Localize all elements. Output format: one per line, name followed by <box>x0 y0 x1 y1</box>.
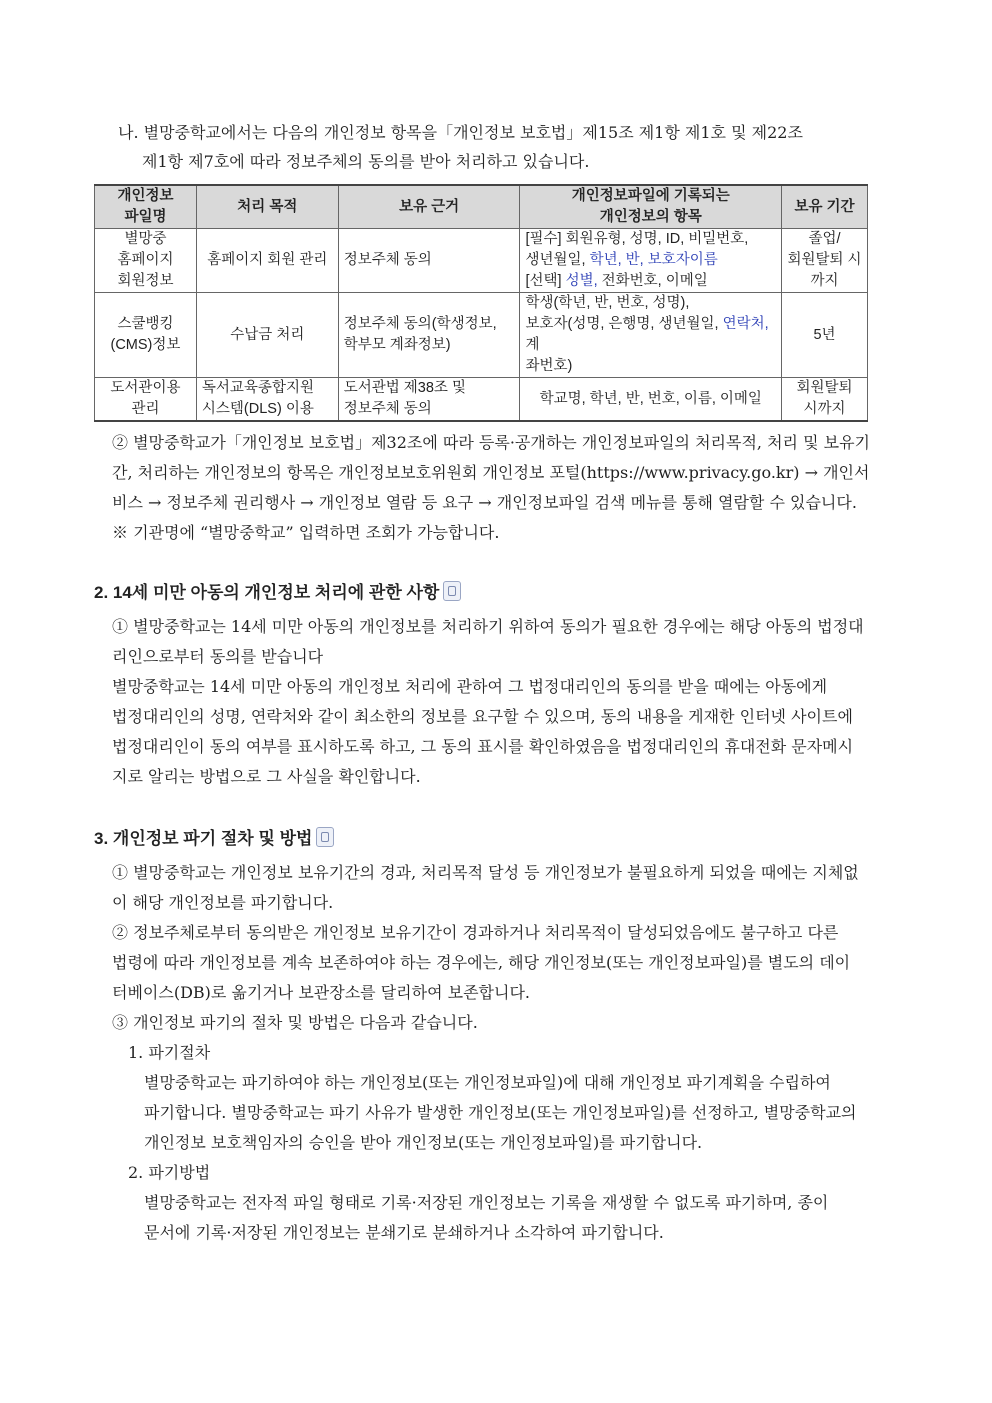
row-basis: 도서관법 제38조 및 정보주체 동의 <box>338 378 520 422</box>
body-line: 파기합니다. 별망중학교는 파기 사유가 발생한 개인정보(또는 개인정보파일)를 선정하고, 별망중학교의 <box>144 1103 857 1122</box>
row-basis: 정보주체 동의(학생정보, 학부모 계좌정보) <box>338 293 520 378</box>
body-line: 지로 알리는 방법으로 그 사실을 확인합니다. <box>112 767 421 786</box>
subheading: 2. 파기방법 <box>128 1163 211 1182</box>
section-3-heading <box>94 824 334 849</box>
items-text: [선택] <box>525 273 566 289</box>
row-items <box>520 229 782 293</box>
row-file-name: 도서관이용 관리 <box>95 378 197 422</box>
row-file-name: 스쿨뱅킹 (CMS)정보 <box>95 293 197 378</box>
table-row <box>95 293 868 378</box>
header-items: 개인정보파일에 기록되는 개인정보의 항목 <box>520 185 782 229</box>
row-period: 졸업/ 회원탈퇴 시 까지 <box>782 229 868 293</box>
section-title: 3. 개인정보 파기 절차 및 방법 <box>94 829 313 848</box>
intro-line-2: 제1항 제7호에 따라 정보주체의 동의를 받아 처리하고 있습니다. <box>142 152 590 171</box>
row-file-name: 별망중 홈페이지 회원정보 <box>95 229 197 293</box>
row-items: 학교명, 학년, 반, 번호, 이름, 이메일 <box>520 378 782 422</box>
body-line: ① 별망중학교는 개인정보 보유기간의 경과, 처리목적 달성 등 개인정보가 불필요하게 되었을 때에는 지체없 <box>112 863 859 882</box>
body-line: 별망중학교는 14세 미만 아동의 개인정보 처리에 관하여 그 법정대리인의 동의를 받을 때에는 아동에게 <box>112 677 828 696</box>
row-purpose: 홈페이지 회원 관리 <box>196 229 338 293</box>
section-2-body <box>112 612 898 792</box>
body-line: 별망중학교는 전자적 파일 형태로 기록·저장된 개인정보는 기록을 재생할 수 없도록 파기하며, 종이 <box>144 1193 829 1212</box>
items-highlight: 연락처, <box>722 316 769 332</box>
items-line <box>525 271 776 292</box>
row-items <box>520 293 782 378</box>
table-header-row <box>95 185 868 229</box>
intro-paragraph <box>118 118 898 176</box>
subheading: 1. 파기절차 <box>128 1043 211 1062</box>
items-text: 계 <box>525 337 540 353</box>
body-line: 법령에 따라 개인정보를 계속 보존하여야 하는 경우에는, 해당 개인정보(또는 개인정보파일)를 별도의 데이 <box>112 953 851 972</box>
portal-note <box>112 428 898 548</box>
body-line: 법정대리인이 동의 여부를 표시하도록 하고, 그 동의 표시를 확인하였음을 법정대리인의 휴대전화 문자메시 <box>112 737 854 756</box>
section-title: 2. 14세 미만 아동의 개인정보 처리에 관한 사항 <box>94 583 440 602</box>
personal-info-table <box>94 184 868 422</box>
intro-line-1: 나. 별망중학교에서는 다음의 개인정보 항목을「개인정보 보호법」제15조 제1항 제1호 및 제22조 <box>118 123 803 142</box>
row-period: 회원탈퇴 시까지 <box>782 378 868 422</box>
header-file-name: 개인정보 파일명 <box>95 185 197 229</box>
body-line: 문서에 기록·저장된 개인정보는 분쇄기로 분쇄하거나 소각하여 파기합니다. <box>144 1223 664 1242</box>
header-purpose: 처리 목적 <box>196 185 338 229</box>
body-line: ② 정보주체로부터 동의받은 개인정보 보유기간이 경과하거나 처리목적이 달성되었음에도 불구하고 다른 <box>112 923 839 942</box>
items-line <box>525 250 776 271</box>
items-highlight: 학년, 반, 보호자이름 <box>589 252 718 268</box>
items-line: 학생(학년, 반, 번호, 성명), <box>525 295 690 311</box>
body-line: ① 별망중학교는 14세 미만 아동의 개인정보를 처리하기 위하여 동의가 필요한 경우에는 해당 아동의 법정대 <box>112 617 864 636</box>
section-2-heading <box>94 578 461 603</box>
table-row <box>95 229 868 293</box>
items-highlight: 성별, <box>565 273 598 289</box>
row-purpose: 독서교육종합지원 시스템(DLS) 이용 <box>196 378 338 422</box>
header-period: 보유 기간 <box>782 185 868 229</box>
items-line <box>525 314 776 356</box>
row-basis: 정보주체 동의 <box>338 229 520 293</box>
body-line: 법정대리인의 성명, 연락처와 같이 최소한의 정보를 요구할 수 있으며, 동의 내용을 게재한 인터넷 사이트에 <box>112 707 853 726</box>
child-icon <box>443 581 461 601</box>
note-line: 간, 처리하는 개인정보의 항목은 개인정보보호위원회 개인정보 포털(https://www.privacy.go.kr) → 개인서 <box>112 463 870 482</box>
body-line: 터베이스(DB)로 옮기거나 보관장소를 달리하여 보존합니다. <box>112 983 530 1002</box>
items-line: 좌번호) <box>525 358 573 374</box>
shield-icon <box>316 827 334 847</box>
items-text: 보호자(성명, 은행명, 생년월일, <box>525 316 723 332</box>
header-basis: 보유 근거 <box>338 185 520 229</box>
row-period: 5년 <box>782 293 868 378</box>
items-text: 생년월일, <box>525 252 590 268</box>
body-line: 리인으로부터 동의를 받습니다 <box>112 647 324 666</box>
body-line: 개인정보 보호책임자의 승인을 받아 개인정보(또는 개인정보파일)를 파기합니다. <box>144 1133 703 1152</box>
section-3-body <box>112 858 898 1248</box>
body-line: 별망중학교는 파기하여야 하는 개인정보(또는 개인정보파일)에 대해 개인정보 파기계획을 수립하여 <box>144 1073 831 1092</box>
body-line: ③ 개인정보 파기의 절차 및 방법은 다음과 같습니다. <box>112 1013 478 1032</box>
note-line: ※ 기관명에 “별망중학교” 입력하면 조회가 가능합니다. <box>112 523 500 542</box>
note-line: ② 별망중학교가「개인정보 보호법」제32조에 따라 등록·공개하는 개인정보파일의 처리목적, 처리 및 보유기 <box>112 433 871 452</box>
row-purpose: 수납금 처리 <box>196 293 338 378</box>
items-line: [필수] 회원유형, 성명, ID, 비밀번호, <box>525 231 749 247</box>
body-line: 이 해당 개인정보를 파기합니다. <box>112 893 334 912</box>
note-line: 비스 → 정보주체 권리행사 → 개인정보 열람 등 요구 → 개인정보파일 검색 메뉴를 통해 열람할 수 있습니다. <box>112 493 857 512</box>
items-text: 전화번호, 이메일 <box>597 273 708 289</box>
table-row <box>95 378 868 422</box>
